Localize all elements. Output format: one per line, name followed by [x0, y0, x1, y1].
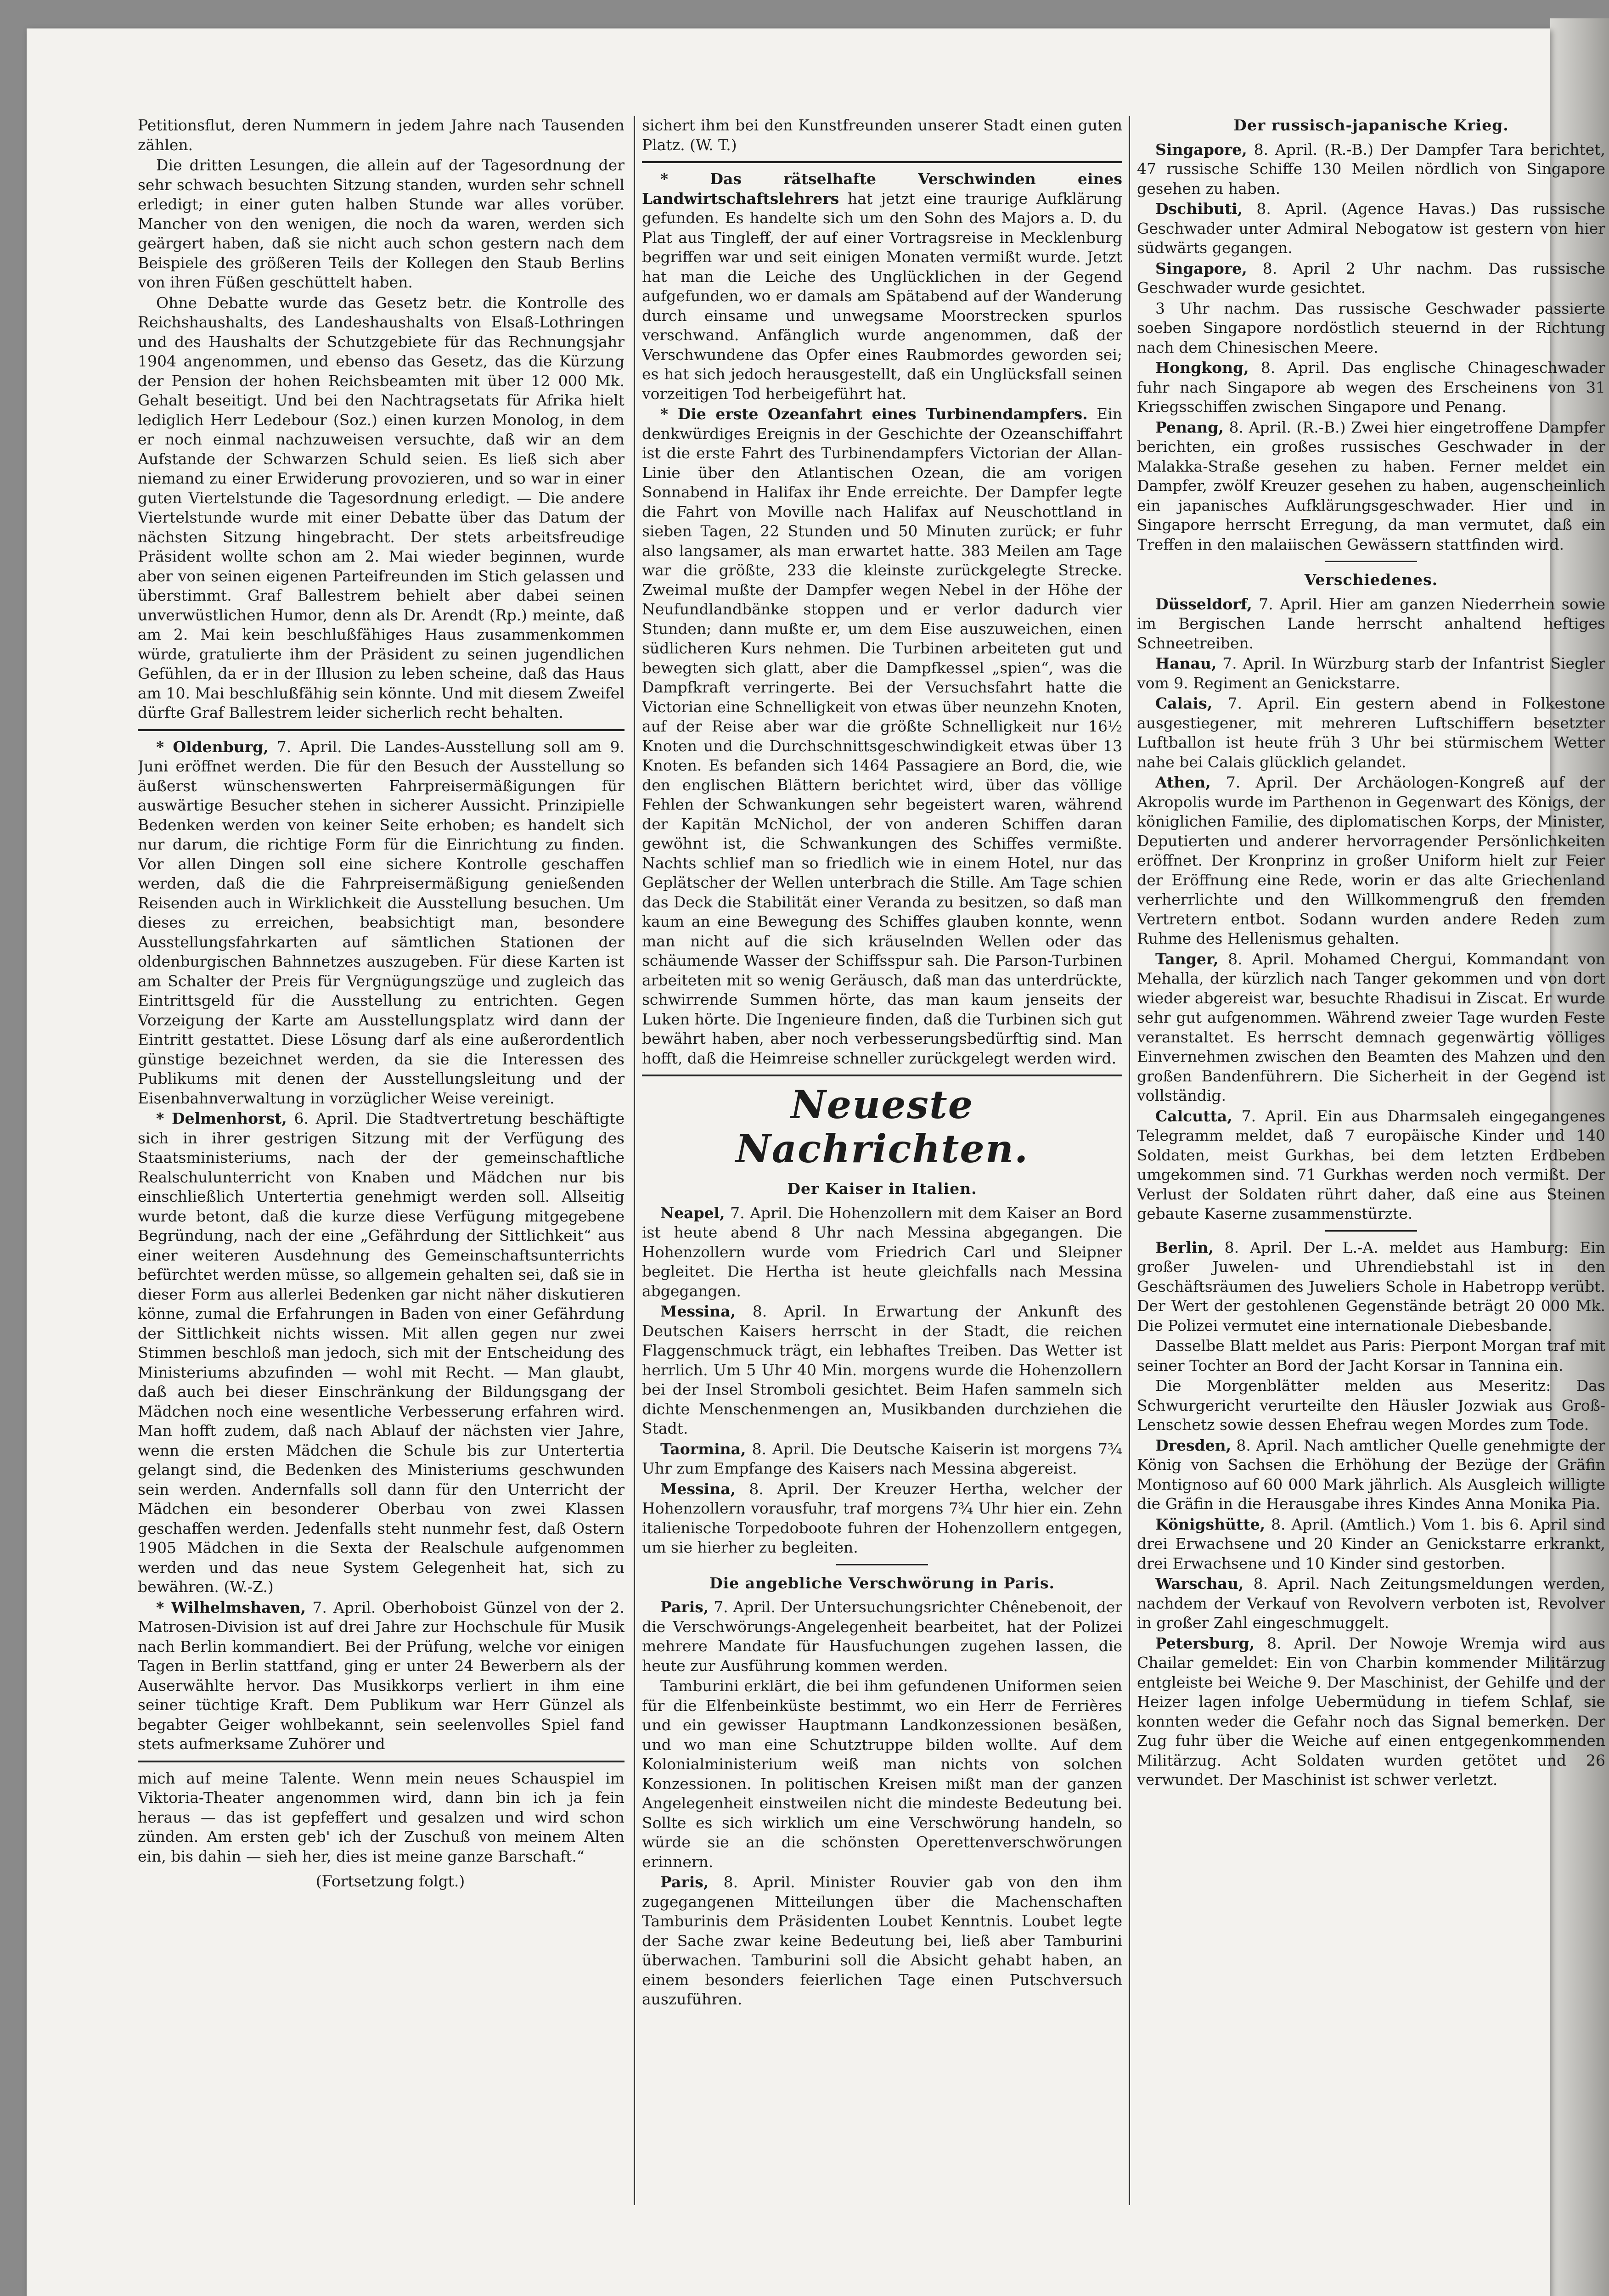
paragraph: Petitionsflut, deren Nummern in jedem Jahre nach Tausenden zählen. — [138, 116, 624, 154]
middle-column — [642, 116, 1122, 2205]
dateline: Penang, — [1155, 418, 1224, 436]
article-text: 7. April. Die Hohenzollern mit dem Kaiser an Bord ist heute abend 8 Uhr nach Messina abgegangen. Die Hohenzollern wurde vom Friedrich Carl und Sleipner begleitet. Die Hertha ist heute gleichfalls nach Messina abgegangen. — [642, 1204, 1122, 1300]
dateline: * Wilhelmshaven, — [156, 1598, 306, 1616]
continued-note: (Fortsetzung folgt.) — [315, 1872, 465, 1890]
article-text: 8. April. Mohamed Chergui, Kommandant von Mehalla, der kürzlich nach Tanger gekommen und von dort wieder abgereist war, besuchte Rhadisui in Ziscat. Er wurde sehr gut aufgenommen. Während zweier Tage wurden Feste veranstaltet. Es herrscht demnach gegenwärtig völliges Einvernehmen zwischen den Beamten des Mahzen und den großen Bandenführern. Die Sicherheit in der Gegend ist vollständig. — [1137, 950, 1605, 1104]
article-text: 8. April. Nach Zeitungsmeldungen werden, nachdem der Verkauf von Revolvern verboten ist, Revolver in großer Zahl eingeschmuggelt. — [1137, 1575, 1605, 1632]
right-column — [1137, 116, 1605, 2205]
paragraph: Ohne Debatte wurde das Gesetz betr. die Kontrolle des Reichshaushalts, des Landeshaushalts von Elsaß-Lothringen und des Haushalts der Schutzgebiete für das Rechnungsjahr 1904 angenommen, und ebenso das Gesetz, das die Kürzung der Pension der hohen Reichsbeamten mit über 12 000 Mk. Gehalt beseitigt. Und bei den Nachtragsetats für Afrika hielt lediglich Herr Ledebour (Soz.) einen kurzen Monolog, in dem er noch einmal nachzuweisen versuchte, daß wir an dem Aufstande der Schwarzen Schuld seien. Es ließ sich aber niemand zu einer Erwiderung provozieren, und so war in einer guten Viertelstunde die Tagesordnung erledigt. — Die andere Viertelstunde wurde mit einer Debatte über das Datum der nächsten Sitzung hingebracht. Der stets arbeitsfreudige Präsident wollte schon am 2. Mai wieder beginnen, wurde aber von seinen eigenen Parteifreunden im Stich gelassen und überstimmt. Graf Ballestrem behielt aber dabei seinen unverwüstlichen Humor, denn als Dr. Arendt (Rp.) meinte, daß am 2. Mai kein beschlußfähiges Haus zusammenkommen würde, gratulierte ihm der Präsident zu seinen jugendlichen Gefühlen, da er in der Illusion zu leben scheine, daß das Haus am 10. Mai beschlußfähig sein könnte. Und mit diesem Zweifel dürfte Graf Ballestrem leider sicherlich recht behalten. — [138, 293, 624, 721]
short-rule — [1325, 561, 1417, 562]
article-text: 8. April. Der L.-A. meldet aus Hamburg: Ein großer Juwelen- und Uhrendiebstahl ist in den Geschäftsräumen des Juweliers Schole in Habetropp verübt. Der Wert der gestohlenen Gegenstände beträgt 20 000 Mk. Die Polizei vermutet eine internationale Diebesbande. — [1137, 1238, 1605, 1334]
article-hongkong — [1137, 358, 1605, 417]
article-singapore-2 — [1137, 259, 1605, 298]
headline: * Das rätselhafte Verschwinden eines Landwirtschaftslehrers — [642, 170, 1122, 208]
dateline: Königshütte, — [1155, 1515, 1266, 1533]
feuilleton-text: mich auf meine Talente. Wenn mein neues Schauspiel im Viktoria-Theater angenommen wird, dann bin ich ja fein heraus — das ist gepfeffert und gesalzen und wird schon zünden. Am ersten geb' ich der Zuschuß von meinem Alten ein, bis dahin — sieh her, dies ist meine ganze Barschaft.“ — [138, 1769, 624, 1865]
article-text: 8. April. (R.-B.) Zwei hier eingetroffene Dampfer berichten, ein großes russisches Geschwader in der Malakka-Straße gesehen zu haben. Ferner meldet ein Dampfer, zwölf Kreuzer gesehen zu haben, augenscheinlich ein japanisches Aufklärungsgeschwader. Hier und in Singapore herrscht Erregung, da man vermutet, daß ein Treffen in den malaiischen Gewässern stattfinden wird. — [1137, 418, 1605, 553]
article-petersburg — [1137, 1634, 1605, 1790]
article-text: 7. April. Der Untersuchungsrichter Chênebenoit, der die Verschwörungs-Angelegenheit bearbeitet, hat der Polizei mehrere Mandate für Hausfuchungen zugehen lassen, die heute zur Ausführung kommen werden. — [642, 1598, 1122, 1675]
rule — [642, 161, 1122, 163]
article-text: 8. April. Der Nowoje Wremja wird aus Chailar gemeldet: Ein von Charbin kommender Militärzug entgleiste bei Weiche 9. Der Maschinist, der Gehilfe und der Heizer lagen infolge Uebermüdung in tiefem Schlaf, sie konnten weder die Gefahr noch das Signal bemerken. Der Zug fuhr über die Weiche auf einen entgegenkommenden Militärzug. Acht Soldaten wurden getötet und 26 verwundet. Der Maschinist ist schwer verletzt. — [1137, 1634, 1605, 1789]
left-column — [138, 116, 624, 2205]
article-athen — [1137, 773, 1605, 949]
article-paris — [642, 1598, 1122, 1676]
section-banner: Neueste Nachrichten. — [735, 1082, 1029, 1171]
dateline: Neapel, — [660, 1204, 725, 1222]
headline: * Die erste Ozeanfahrt eines Turbinendampfers. — [660, 405, 1088, 423]
article-paris-2 — [642, 1873, 1122, 2009]
dateline: Calais, — [1155, 694, 1213, 712]
dateline: * Delmenhorst, — [156, 1109, 287, 1127]
article-hanau — [1137, 654, 1605, 693]
dateline: Düsseldorf, — [1155, 595, 1252, 613]
dateline: Messina, — [660, 1480, 736, 1498]
article-text: 8. April. (Amtlich.) Vom 1. bis 6. April sind drei Erwachsene und 20 Kinder an Genickstarre erkrankt, drei Erwachsene und 10 Kinder sind gestorben. — [1137, 1515, 1605, 1572]
dateline: Petersburg, — [1155, 1634, 1255, 1652]
article-penang — [1137, 418, 1605, 555]
paragraph: Dasselbe Blatt meldet aus Paris: Pierpont Morgan traf mit seiner Tochter an Bord der Jacht Korsar in Tannina ein. — [1137, 1337, 1605, 1374]
article-text: 7. April. Der Archäologen-Kongreß auf der Akropolis wurde im Parthenon in Gegenwart des Königs, der königlichen Familie, des diplomatischen Korps, der Minister, Deputierten und anderer hervorragender Persönlichkeiten eröffnet. Der Kronprinz in großer Uniform hielt zur Feier der Eröffnung eine Rede, worin er das alte Griechenland verherrlichte und den Willkommengruß den fremden Vertretern entbot. Sodann wurden andere Reden zum Ruhme des Hellenismus gehalten. — [1137, 773, 1605, 947]
article-text: 8. April. Der Kreuzer Hertha, welcher der Hohenzollern vorausfuhr, traf morgens 7¾ Uhr hier ein. Zehn italienische Torpedoboote fuhren der Hohenzollern entgegen, um sie hierher zu begleiten. — [642, 1480, 1122, 1556]
article-text: 7. April. Die Landes-Ausstellung soll am 9. Juni eröffnet werden. Die für den Besuch der Ausstellung so äußerst wünschenswerten Fahrpreisermäßigungen für auswärtige Besucher stehen in sicherer Aussicht. Prinzipielle Bedenken werden von keiner Seite erhoben; es handelt sich nur darum, die richtige Form für die Einrichtung zu finden. Vor allen Dingen soll eine sichere Kontrolle geschaffen werden, daß die die Fahrpreisermäßigung genießenden Reisenden auch in Wirklichkeit die Ausstellung besuchen. Um dieses zu erreichen, beabsichtigt man, besondere Ausstellungsfahrkarten auf sämtlichen Stationen der oldenburgischen Bahnnetzes auszugeben. Für diese Karten ist am Schalter der Preis für Vergnügungszüge und zugleich das Eintrittsgeld für die Ausstellung zu entrichten. Gegen Vorzeigung der Karte am Ausstellungsplatz wird dann der Eintritt gestattet. Diese Lösung darf als eine außerordentlich günstige bezeichnet werden, da sie die Interessen des Publikums mit denen der Ausstellungsleitung und der Eisenbahnverwaltung in vorzüglicher Weise vereinigt. — [138, 737, 624, 1107]
dateline: Dschibuti, — [1155, 200, 1243, 218]
dateline: Dresden, — [1155, 1436, 1232, 1454]
article-calcutta — [1137, 1107, 1605, 1224]
article-text: 8. April. In Erwartung der Ankunft des Deutschen Kaisers herrscht in der Stadt, die reichen Flaggenschmuck trägt, ein lebhaftes Treiben. Das Wetter ist herrlich. Um 5 Uhr 40 Min. morgens wurde die Hohenzollern bei der Insel Stromboli gesichtet. Beim Hafen sammeln sich dichte Menschenmengen an, Musikbanden durchziehen die Stadt. — [642, 1302, 1122, 1437]
article-text: 8. April 2 Uhr nachm. Das russische Geschwader wurde gesichtet. — [1137, 259, 1605, 297]
article-messina-2 — [642, 1480, 1122, 1558]
dateline: Singapore, — [1155, 140, 1247, 158]
dateline: Calcutta, — [1155, 1107, 1232, 1125]
paragraph: Tamburini erklärt, die bei ihm gefundenen Uniformen seien für die Elfenbeinküste bestimmt, wo ein Herr de Ferrières und ein gewisser Hauptmann Landkonzessionen besäßen, und wo man eine Schutztruppe bilden wollte. Auf dem Kolonialministerium weiß man nichts von solchen Konzessionen. In politischen Kreisen mißt man der ganzen Angelegenheit einstweilen nicht die mindeste Bedeutung bei. Sollte es sich wirklich um eine Verschwörung handeln, so würde sie an die schönsten Operettenverschwörungen erinnern. — [642, 1677, 1122, 1871]
short-rule — [1325, 1230, 1417, 1232]
article-ozeanfahrt — [642, 405, 1122, 1068]
dateline: * Oldenburg, — [156, 737, 269, 756]
article-text: 7. April. Ein gestern abend in Folkestone ausgestiegener, mit mehreren Luftschiffern besetzter Luftballon ist heute früh 3 Uhr bei stürmischem Wetter nahe bei Calais glücklich gelandet. — [1137, 694, 1605, 771]
article-singapore — [1137, 140, 1605, 199]
article-tanger — [1137, 950, 1605, 1106]
dateline: Warschau, — [1155, 1575, 1244, 1593]
paragraph: sichert ihm bei den Kunstfreunden unserer Stadt einen guten Platz. (W. T.) — [642, 116, 1122, 154]
article-text: 7. April. In Würzburg starb der Infantrist Siegler vom 9. Regiment an Genickstarre. — [1137, 654, 1605, 692]
article-text: 7. April. Oberhoboist Günzel von der 2. Matrosen-Division ist auf drei Jahre zur Hochschule für Musik nach Berlin kommandiert. Bei der Prüfung, welche vor einigen Tagen in Berlin stattfand, ging er unter 24 Bewerbern als der Auserwählte hervor. Das Musikkorps verliert in ihm eine seiner tüchtige Kraft. Dem Publikum war Herr Günzel als begabter Geiger wohlbekannt, sein seelenvolles Spiel fand stets aufmerksame Zuhörer und — [138, 1598, 624, 1753]
column-rule — [634, 116, 635, 2205]
dateline: Singapore, — [1155, 259, 1247, 277]
rule — [642, 1075, 1122, 1076]
section-title: Der Kaiser in Italien. — [787, 1180, 977, 1198]
article-text: 8. April. Nach amtlicher Quelle genehmigte der König von Sachsen die Erhöhung der Bezüge der Gräfin Montignoso auf 60 000 Mark jährlich. Als Ausgleich willigte die Gräfin in die Herausgabe ihres Kindes Anna Monika Pia. — [1137, 1436, 1605, 1513]
dateline: Athen, — [1155, 773, 1211, 791]
dateline: Taormina, — [660, 1440, 746, 1458]
paragraph: Die dritten Lesungen, die allein auf der Tagesordnung der sehr schwach besuchten Sitzung standen, wurden sehr schnell erledigt; in einer guten halben Stunde war alles vorüber. Mancher von den wenigen, die noch da waren, werden sich geärgert haben, daß sie nicht auch schon gestern nach dem Beispiele des größeren Teils der Kollegen den Staub Berlins von ihren Füßen geschüttelt haben. — [138, 156, 624, 291]
article-text: Ein denkwürdiges Ereignis in der Geschichte der Ozeanschiffahrt ist die erste Fahrt des Turbinendampfers Victorian der Allan-Linie über den Atlantischen Ozean, die am vorigen Sonnabend in Halifax ihr Ende erreichte. Der Dampfer legte die Fahrt von Moville nach Halifax auf Neuschottland in sieben Tagen, 22 Stunden und 50 Minuten zurück; er fuhr also langsamer, als man erwartet hatte. 383 Meilen am Tage war die größte, 233 die kleinste zurückgelegte Strecke. Zweimal mußte der Dampfer wegen Nebel in der Höhe der Neufundlandbänke stoppen und er verlor dadurch vier Stunden; dann mußte er, um dem Eise auszuweichen, einen südlicheren Kurs nehmen. Die Turbinen arbeiteten gut und bewegten sich glatt, aber die Dampfkessel „spien“, was die Dampfkraft verringerte. Bei der Versuchsfahrt hatte die Victorian eine Schnelligkeit von etwas über neunzehn Knoten, auf der Reise aber war die größte Schnelligkeit nur 16½ Knoten und die Durchschnittsgeschwindigkeit etwas über 13 Knoten. Es befanden sich 1464 Passagiere an Bord, die, wie den englischen Blättern berichtet wird, über das völlige Fehlen der Schwankungen sehr begeistert waren, während der Kapitän McNichol, der von anderen Schiffen daran gewöhnt ist, die Schwankungen des Schiffes vermißte. Nachts schlief man so friedlich wie in einem Hotel, nur das Geplätscher der Wellen unterbrach die Stille. Am Tage schien das Deck die Stabilität einer Veranda zu besitzen, so daß man kaum an eine Bewegung des Schiffes glauben konnte, wenn man nicht auf die sich kräuselnden Wellen oder das schäumende Wasser der Schiffsspur sah. Die Parson-Turbinen arbeiteten mit so wenig Geräusch, daß man das unterdrückte, schwirrende Summen hörte, das man kaum jenseits der Luken hörte. Die Ingenieure finden, daß die Turbinen sich gut bewährt haben, aber noch verbesserungsbedürftig sind. Man hofft, daß die Heimreise schneller zurückgelegt werden wird. — [642, 405, 1122, 1067]
section-title: Der russisch-japanische Krieg. — [1233, 116, 1509, 134]
dateline: Tanger, — [1155, 950, 1219, 968]
article-verschwinden — [642, 169, 1122, 404]
section-title: Die angebliche Verschwörung in Paris. — [709, 1574, 1055, 1592]
article-dresden — [1137, 1436, 1605, 1514]
article-text: 8. April. Minister Rouvier gab von den ihm zugegangenen Mitteilungen über die Machenschaften Tamburinis dem Präsidenten Loubet Kenntnis. Loubet legte der Sache zwar keine Bedeutung bei, ließ aber Tamburini überwachen. Tamburini soll die Absicht gehabt haben, an einem besonders feierlichen Tage einen Putschversuch auszuführen. — [642, 1873, 1122, 2008]
article-text: 8. April. (R.-B.) Der Dampfer Tara berichtet, 47 russische Schiffe 130 Meilen nördlich von Singapore gesehen zu haben. — [1137, 140, 1605, 197]
article-text: hat jetzt eine traurige Aufklärung gefunden. Es handelte sich um den Sohn des Majors a. D. du Plat aus Tingleff, der auf einer Vortragsreise in Mecklenburg begriffen war und seit einigen Monaten vermißt wurde. Jetzt hat man die Leiche des Unglücklichen in der Gegend aufgefunden, wo er damals am Spätabend auf der Wanderung durch einsame und unwegsame Moorstrecken spurlos verschwand. Anfänglich wurde angenommen, daß der Verschwundene das Opfer eines Raubmordes geworden sei; es hat sich jedoch herausgestellt, daß ein Unglücksfall seinen vorzeitigen Tod herbeigeführt hat. — [642, 189, 1122, 403]
article-messina — [642, 1302, 1122, 1439]
article-text: 8. April. Das englische Chinageschwader fuhr nach Singapore ab wegen des Erscheinens von 31 Kriegsschiffen zwischen Singapore und Penang. — [1137, 359, 1605, 416]
article-berlin — [1137, 1238, 1605, 1336]
article-text: 7. April. Hier am ganzen Niederrhein sowie im Bergischen Lande herrscht anhaltend heftiges Schneetreiben. — [1137, 595, 1605, 652]
article-neapel — [642, 1204, 1122, 1301]
article-text: 8. April. Die Deutsche Kaiserin ist morgens 7¾ Uhr zum Empfange des Kaisers nach Messina abgereist. — [642, 1440, 1122, 1477]
article-wilhelmshaven — [138, 1598, 624, 1754]
paragraph: 3 Uhr nachm. Das russische Geschwader passierte soeben Singapore nordöstlich steuernd in der Richtung nach dem Chinesischen Meere. — [1137, 299, 1605, 356]
article-warschau — [1137, 1574, 1605, 1633]
article-duesseldorf — [1137, 595, 1605, 653]
article-text: 8. April. (Agence Havas.) Das russische Geschwader unter Admiral Nebogatow ist gestern von hier südwärts gegangen. — [1137, 200, 1605, 257]
article-dschibuti — [1137, 199, 1605, 258]
dateline: Berlin, — [1155, 1238, 1214, 1256]
dateline: Paris, — [660, 1598, 709, 1616]
newspaper-page — [27, 28, 1605, 2296]
rule — [138, 729, 624, 731]
article-text: 6. April. Die Stadtvertretung beschäftigte sich in ihrer gestrigen Sitzung mit der Verfügung des Staatsministeriums, nach der der gemeinschaftliche Realschulunterricht von Knaben und Mädchen nur bis einschließlich Untertertia genehmigt werden soll. Allseitig wurde betont, daß die kurze diese Verfügung mitgegebene Begründung, nach der eine „Gefährdung der Sittlichkeit“ aus einer weiteren Ausdehnung des Gemeinschaftsunterrichts befürchtet werden müsse, so allgemein gehalten sei, daß sie in dieser Form aus allerlei Bedenken gar nicht näher diskutieren könne, zumal die Erfahrungen in Baden von einer Gefährdung der Sittlichkeit nichts wissen. Mit allen gegen nur zwei Stimmen beschloß man jedoch, sich mit der Entscheidung des Ministeriums abzufinden — wohl mit Recht. — Man glaubt, daß auch bei dieser Einschränkung der Bildungsgang der Mädchen noch eine wesentliche Verbesserung erfahren wird. Man hofft zudem, daß nach Ablauf der nächsten vier Jahre, wenn die ersten Mädchen die Schule bis zur Untertertia gelangt sind, die Bedenken des Ministeriums geschwunden sein werden. Andernfalls soll dann für den Unterricht der Mädchen ein besonderer Oberbau von zwei Klassen geschaffen werden. Jedenfalls steht nunmehr fest, daß Ostern 1905 Mädchen in die Sexta der Realschule aufgenommen werden und das neue System Gelegenheit hat, sich zu bewähren. (W.-Z.) — [138, 1109, 624, 1596]
article-calais — [1137, 694, 1605, 772]
article-koenigshuette — [1137, 1515, 1605, 1574]
dateline: Hanau, — [1155, 654, 1217, 672]
rule — [138, 1761, 624, 1762]
dateline: Messina, — [660, 1302, 736, 1320]
article-taormina — [642, 1440, 1122, 1479]
section-title: Verschiedenes. — [1304, 571, 1438, 589]
column-rule — [1129, 116, 1130, 2205]
paragraph: Die Morgenblätter melden aus Meseritz: Das Schwurgericht verurteilte den Häusler Jozwiak aus Groß-Lenschetz sowie dessen Ehefrau wegen Mordes zum Tode. — [1137, 1377, 1605, 1434]
article-oldenburg — [138, 737, 624, 1109]
article-delmenhorst — [138, 1109, 624, 1597]
short-rule — [836, 1564, 928, 1565]
dateline: Paris, — [660, 1873, 709, 1891]
dateline: Hongkong, — [1155, 359, 1249, 377]
article-text: 7. April. Ein aus Dharmsaleh eingegangenes Telegramm meldet, daß 7 europäische Kinder und 140 Soldaten, meist Gurkhas, bei dem letzten Erdbeben umgekommen sind. 71 Gurkhas werden noch vermißt. Der Verlust der Soldaten rührt daher, daß eine aus Steinen gebaute Kaserne zusammenstürzte. — [1137, 1107, 1605, 1222]
